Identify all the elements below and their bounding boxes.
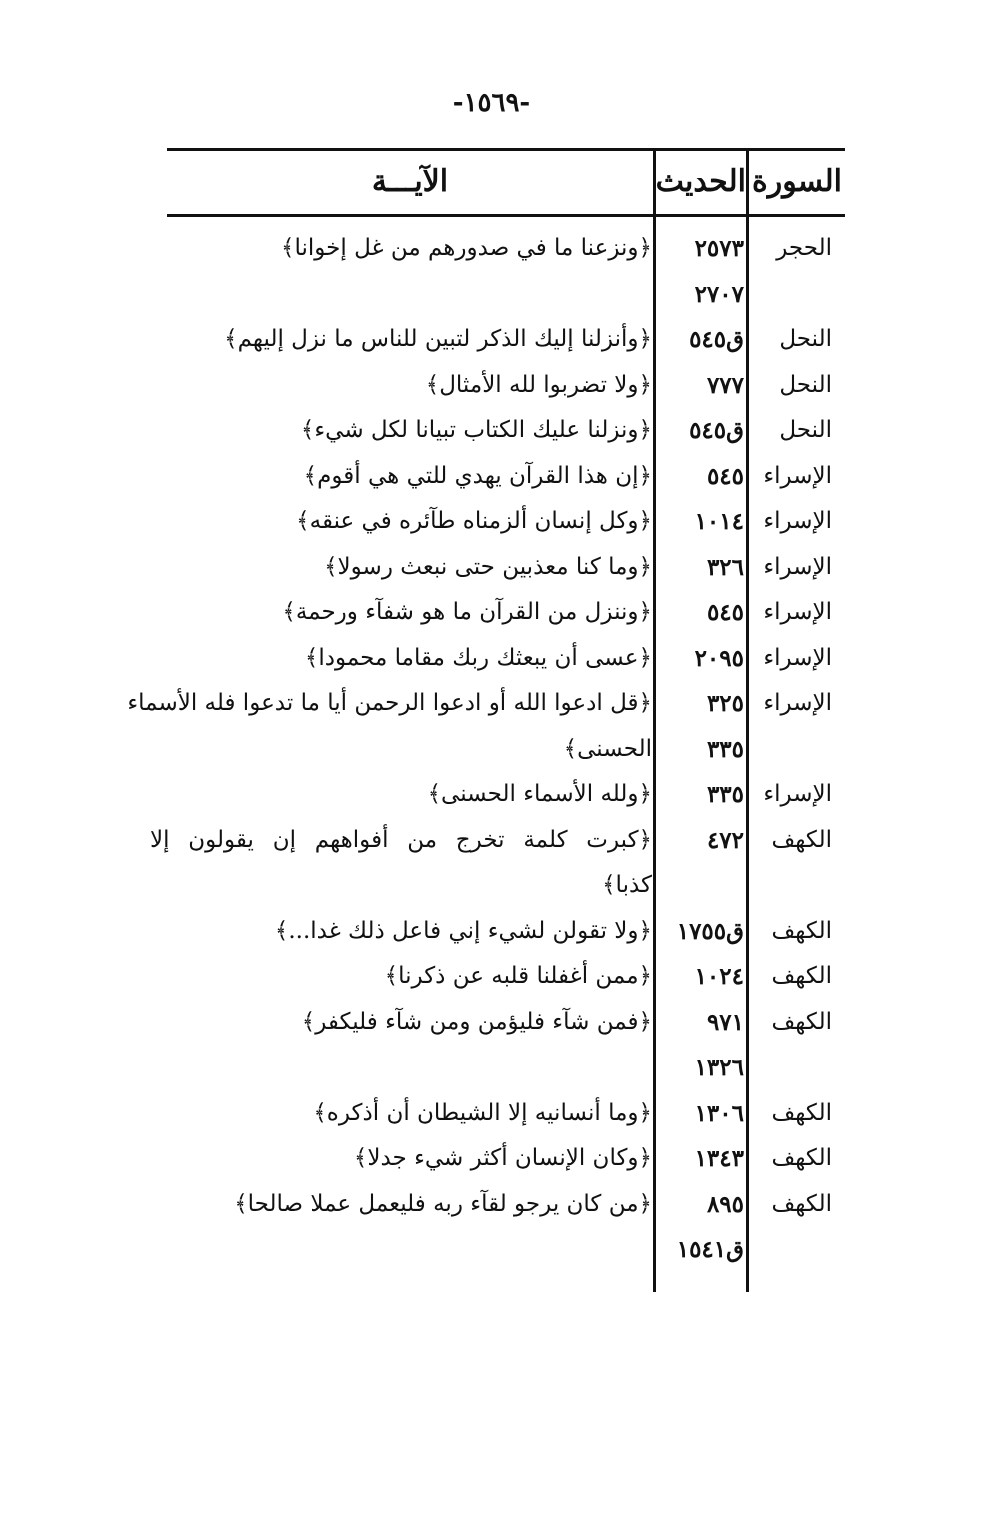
sura-name: الإسراء bbox=[763, 690, 832, 716]
table-row bbox=[0, 1091, 983, 1137]
hadith-number: ٤٧٢ bbox=[706, 826, 744, 854]
hadith-number: ق٥٤٥ bbox=[689, 417, 744, 444]
hadith-number: ٩٧١ bbox=[706, 1008, 744, 1036]
hadith-number: ١٠٢٤ bbox=[694, 963, 744, 990]
aya-text bbox=[150, 272, 652, 318]
table-row bbox=[0, 1227, 983, 1273]
hadith-number: ق١٥٤١ bbox=[676, 1236, 744, 1263]
table-row bbox=[0, 454, 983, 500]
hadith-number bbox=[662, 863, 744, 909]
sura-name: الكهف bbox=[771, 826, 832, 853]
hadith-number: ١٣٤٣ bbox=[694, 1145, 744, 1172]
table-row bbox=[0, 636, 983, 682]
hadith-number: ١٣٠٦ bbox=[694, 1099, 744, 1127]
hadith-number: ٢٥٧٣ bbox=[694, 235, 744, 262]
table-row bbox=[0, 272, 983, 318]
sura-name: الكهف bbox=[771, 1008, 832, 1035]
sura-name: الكهف bbox=[771, 917, 832, 944]
aya-text: ﴿فمن شآء فليؤمن ومن شآء فليكفر﴾ bbox=[301, 1008, 652, 1035]
sura-name: الكهف bbox=[771, 963, 832, 989]
page-number: -١٥٦٩- bbox=[452, 88, 531, 118]
header-sura: السورة bbox=[752, 164, 842, 199]
table-row bbox=[0, 590, 983, 636]
aya-text: ﴿وأنزلنا إليك الذكر لتبين للناس ما نزل إليهم﴾ bbox=[224, 326, 652, 352]
aya-text: ﴿وما أنسانيه إلا الشيطان أن أذكره﴾ bbox=[313, 1099, 652, 1126]
table-row bbox=[0, 863, 983, 909]
sura-name: الحجر bbox=[776, 235, 832, 261]
hadith-number: ٣٣٥ bbox=[706, 735, 744, 763]
aya-text bbox=[150, 1045, 652, 1091]
aya-text: ﴿ولا تضربوا لله الأمثال﴾ bbox=[425, 371, 652, 398]
hadith-number: ١٣٢٦ bbox=[694, 1054, 744, 1081]
header-hadith: الحديث bbox=[655, 164, 746, 199]
sura-name: الإسراء bbox=[763, 781, 832, 807]
table-row bbox=[0, 818, 983, 864]
sura-name bbox=[752, 727, 832, 773]
aya-text: ﴿كبرت كلمة تخرج من أفواههم إن يقولون إلا bbox=[150, 826, 652, 853]
table-row bbox=[0, 727, 983, 773]
sura-name bbox=[752, 863, 832, 909]
sura-name: الكهف bbox=[771, 1145, 832, 1171]
table-row bbox=[0, 954, 983, 1000]
sura-name: الكهف bbox=[771, 1099, 832, 1126]
table-row bbox=[0, 681, 983, 727]
table-row bbox=[0, 772, 983, 818]
index-table-body bbox=[0, 226, 983, 1273]
table-row bbox=[0, 317, 983, 363]
aya-text: ﴿ولا تقولن لشيء إني فاعل ذلك غدا...﴾ bbox=[274, 917, 652, 944]
sura-name: النحل bbox=[779, 326, 832, 352]
hadith-number: ٢٧٠٧ bbox=[694, 280, 744, 308]
table-row bbox=[0, 1000, 983, 1046]
header-aya: الآيـــة bbox=[371, 164, 449, 199]
aya-text: ﴿ونزلنا عليك الكتاب تبيانا لكل شيء﴾ bbox=[300, 417, 652, 443]
sura-name: الإسراء bbox=[763, 599, 832, 625]
hadith-number: ٧٧٧ bbox=[706, 371, 744, 399]
table-row bbox=[0, 1182, 983, 1228]
hadith-number: ٣٣٥ bbox=[706, 781, 744, 808]
hadith-number: ٨٩٥ bbox=[706, 1190, 744, 1218]
aya-text: ﴿وما كنا معذبين حتى نبعث رسولا﴾ bbox=[324, 553, 652, 580]
table-row bbox=[0, 909, 983, 955]
table-top-rule bbox=[167, 148, 845, 151]
hadith-number: ق١٧٥٥ bbox=[676, 917, 744, 945]
aya-text: ﴿وكان الإنسان أكثر شيء جدلا﴾ bbox=[353, 1145, 652, 1171]
hadith-number: ٥٤٥ bbox=[706, 462, 744, 490]
table-row bbox=[0, 1136, 983, 1182]
sura-name: الإسراء bbox=[763, 553, 832, 580]
sura-name: الإسراء bbox=[763, 508, 832, 534]
aya-text: ﴿وننزل من القرآن ما هو شفآء ورحمة﴾ bbox=[282, 599, 652, 625]
aya-text: ﴿ونزعنا ما في صدورهم من غل إخوانا﴾ bbox=[281, 235, 652, 261]
hadith-number: ٥٤٥ bbox=[706, 599, 744, 626]
sura-name bbox=[752, 1227, 832, 1273]
sura-name bbox=[752, 1045, 832, 1091]
hadith-number: ق٥٤٥ bbox=[689, 326, 744, 353]
table-row bbox=[0, 226, 983, 272]
hadith-number: ٣٢٦ bbox=[706, 553, 744, 581]
aya-text bbox=[150, 1227, 652, 1273]
sura-name: الكهف bbox=[771, 1190, 832, 1217]
table-row bbox=[0, 1045, 983, 1091]
aya-text: كذبا﴾ bbox=[602, 872, 652, 898]
aya-text: ﴿إن هذا القرآن يهدي للتي هي أقوم﴾ bbox=[303, 462, 652, 489]
aya-text: ﴿وكل إنسان ألزمناه طآئره في عنقه﴾ bbox=[296, 508, 652, 534]
aya-text: الحسنى﴾ bbox=[563, 735, 652, 762]
aya-text: ﴿عسى أن يبعثك ربك مقاما محمودا﴾ bbox=[304, 644, 652, 671]
hadith-number: ٢٠٩٥ bbox=[694, 644, 744, 672]
sura-name: الإسراء bbox=[763, 644, 832, 671]
table-row bbox=[0, 363, 983, 409]
sura-name: الإسراء bbox=[763, 462, 832, 489]
aya-text: ﴿قل ادعوا الله أو ادعوا الرحمن أيا ما تدعوا فله الأسماء bbox=[127, 690, 652, 716]
aya-text: ﴿ممن أغفلنا قلبه عن ذكرنا﴾ bbox=[384, 963, 652, 989]
sura-name: النحل bbox=[779, 417, 832, 443]
table-row bbox=[0, 499, 983, 545]
sura-name: النحل bbox=[779, 371, 832, 398]
table-row bbox=[0, 545, 983, 591]
aya-text: ﴿من كان يرجو لقآء ربه فليعمل عملا صالحا﴾ bbox=[234, 1190, 652, 1217]
header-bottom-rule bbox=[167, 214, 845, 217]
sura-name bbox=[752, 272, 832, 318]
hadith-number: ١٠١٤ bbox=[694, 508, 744, 535]
hadith-number: ٣٢٥ bbox=[706, 690, 744, 717]
table-row bbox=[0, 408, 983, 454]
aya-text: ﴿ولله الأسماء الحسنى﴾ bbox=[427, 781, 652, 807]
